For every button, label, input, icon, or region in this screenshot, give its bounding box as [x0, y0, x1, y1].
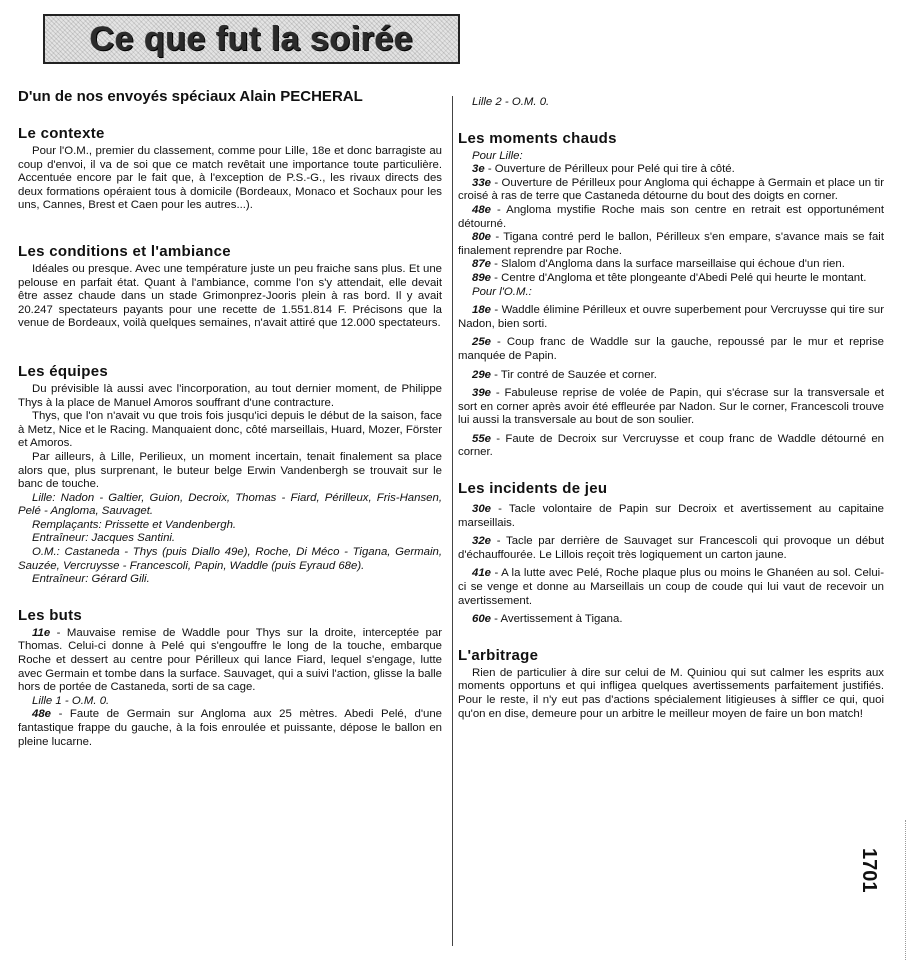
left-column	[18, 82, 442, 749]
incident-text: - A la lutte avec Pelé, Roche plaque plus ou moins le Ghanéen au sol. Celui-ci se venge et donne au Marseillais un coup de coude qui lui vaut de recevoir un avertissement.	[458, 567, 884, 607]
incident-item	[458, 535, 884, 562]
byline: D'un de nos envoyés spéciaux Alain PECHERAL	[18, 88, 363, 105]
paragraph-contexte: Pour l'O.M., premier du classement, comme pour Lille, 18e et donc barragiste au coup d'envoi, il va de soi que ce match revêtait une importance toute particulière. Accentuée encore par le fait que, à l'exception de P.S.-G., les rivaux directs des deux formations opéraient tous à domicile (Bordeaux, Monaco et Sochaux pour les uns, Cannes, Brest et Caen pour les autres...).	[18, 145, 442, 212]
moment-om-item	[458, 336, 884, 363]
section-heading-moments: Les moments chauds	[458, 129, 617, 147]
goal-2	[18, 708, 442, 749]
title-banner	[43, 14, 460, 64]
moment-lille-minute: 48e	[472, 203, 492, 216]
paragraph-conditions: Idéales ou presque. Avec une température juste un peu fraiche sans plus. Et une pelouse en parfait état. Quant à l'ambiance, comme l'on s'y attendait, elle devait être assez chaude dans un stade Grimonprez-Jooris plein à ras bord. Il y avait 20.247 spectateurs payants pour une recette de 1.551.814 F. Précisons que la venue de Bordeaux, voilà quelques semaines, n'avait attiré que 12.000 spectateurs.	[18, 262, 442, 330]
incidents-list	[458, 503, 884, 627]
moment-lille-item	[458, 258, 884, 272]
score-1: Lille 1 - O.M. 0.	[32, 694, 110, 707]
incident-text: - Tacle volontaire de Papin sur Decroix et avertissement au capitaine marseillais.	[458, 503, 884, 529]
moments-lille-list	[458, 163, 884, 285]
moment-om-text: - Faute de Decroix sur Vercruysse et coup franc de Waddle détourné en corner.	[458, 432, 884, 459]
moment-lille-text: - Ouverture de Périlleux pour Angloma qui échappe à Germain et place un tir croisé à ras de terre que Castaneda détourne du bout des doigts en corner.	[458, 176, 884, 203]
moment-om-text: - Fabuleuse reprise de volée de Papin, qui s'écrase sur la transversale et sort en corner après avoir été effleurée par Nadon. Sur le corner, Francescoli trouve lui aussi la transversale au bout de son soulier.	[458, 387, 884, 427]
moment-lille-minute: 80e	[472, 231, 492, 244]
moments-lille-label: Pour Lille:	[472, 149, 523, 162]
paragraph-arbitrage: Rien de particulier à dire sur celui de M. Quiniou qui sut calmer les esprits aux moments opportuns et qui infligea quelques avertissements parfaitement justifiés. Pour le reste, il n'y eut pas d'actions spécialement litigieuses à siffler ce qui, quoi qu'on en dise, demeure pour un arbitre le meilleur moyen de faire un bon match!	[458, 666, 884, 720]
moment-lille-text: - Tigana contré perd le ballon, Périlleux s'en empare, s'avance mais se fait finalement reprendre par Roche.	[458, 231, 884, 257]
incident-minute: 30e	[472, 503, 492, 516]
moment-om-minute: 18e	[472, 304, 492, 317]
incident-text: - Avertissement à Tigana.	[491, 613, 623, 626]
lineup-om: O.M.: Castaneda - Thys (puis Diallo 49e), Roche, Di Méco - Tigana, Germain, Sauzée, Vercruysse - Francescoli, Papin, Waddle (puis Eyraud 68e).	[18, 546, 442, 572]
moment-om-text: - Coup franc de Waddle sur la gauche, repoussé par le mur et reprise manquée de Papin.	[458, 336, 884, 362]
incident-minute: 60e	[472, 613, 492, 626]
moment-lille-text: - Slalom d'Angloma dans la surface marseillaise qui échoue d'un rien.	[491, 258, 845, 271]
moment-lille-minute: 87e	[472, 258, 492, 271]
page-number: 1701	[858, 848, 880, 893]
moment-lille-item	[458, 177, 884, 204]
section-heading-buts: Les buts	[18, 606, 83, 624]
goal-1-text: - Mauvaise remise de Waddle pour Thys sur la droite, interceptée par Thomas. Celui-ci donne à Pelé qui s'engouffre le long de la touche, embarque Roche et dessert au centre pour Périlleux qui lance Fiard, lequel s'engage, lutte avec Germain et tombe dans la surface. Sauvaget, qui a suivi l'action, glisse la balle hors de portée de Castaneda, sorti de sa cage.	[18, 626, 442, 694]
incident-minute: 41e	[472, 567, 492, 580]
column-divider	[452, 96, 453, 946]
section-heading-conditions: Les conditions et l'ambiance	[18, 242, 231, 260]
moments-om-list	[458, 304, 884, 460]
goal-1	[18, 627, 442, 695]
moment-lille-text: - Angloma mystifie Roche mais son centre en retrait est opportunément détourné.	[458, 203, 884, 230]
margin-dots	[905, 820, 907, 960]
coach-lille: Entraîneur: Jacques Santini.	[32, 532, 176, 545]
paragraph-equipes-1: Du prévisible là aussi avec l'incorporation, au tout dernier moment, de Philippe Thys à la place de Manuel Amoros souffrant d'une contracture.	[18, 382, 442, 409]
goal-2-text: - Faute de Germain sur Angloma aux 25 mètres. Abedi Pelé, d'une fantastique frappe du gauche, à la fois enroulée et puissante, dépose le ballon en pleine lucarne.	[18, 708, 442, 748]
paragraph-equipes-2: Thys, que l'on n'avait vu que trois fois jusqu'ici depuis le début de la saison, face à Metz, Nice et le Racing. Manquaient donc, côté marseillais, Huard, Mozer, Förster et Amoros.	[18, 410, 442, 450]
moment-om-text: - Waddle élimine Périlleux et ouvre superbement pour Vercruysse qui tire sur Nadon, bien sorti.	[458, 304, 884, 330]
moment-lille-minute: 33e	[472, 176, 492, 189]
page-title: Ce que fut la soirée	[89, 19, 414, 58]
moment-lille-text: - Ouverture de Périlleux pour Pelé qui tire à côté.	[484, 163, 735, 176]
moment-om-minute: 55e	[472, 432, 492, 445]
substitutes-lille: Remplaçants: Prissette et Vandenbergh.	[32, 518, 237, 531]
moment-om-item	[458, 387, 884, 428]
incident-item	[458, 567, 884, 608]
section-heading-arbitrage: L'arbitrage	[458, 646, 539, 664]
coach-om: Entraîneur: Gérard Gili.	[32, 573, 150, 586]
moment-om-item	[458, 304, 884, 331]
moment-lille-item	[458, 231, 884, 258]
moment-lille-minute: 89e	[472, 271, 492, 284]
moment-lille-item	[458, 204, 884, 231]
moment-lille-text: - Centre d'Angloma et tête plongeante d'Abedi Pelé qui heurte le montant.	[491, 271, 867, 284]
incident-item	[458, 613, 884, 627]
score-2: Lille 2 - O.M. 0.	[472, 96, 550, 108]
moment-lille-item	[458, 163, 884, 177]
incident-minute: 32e	[472, 535, 492, 548]
moment-om-item	[458, 433, 884, 460]
right-column	[458, 96, 884, 721]
moment-om-minute: 39e	[472, 387, 492, 400]
moment-om-minute: 29e	[472, 368, 492, 381]
moment-om-minute: 25e	[472, 336, 492, 349]
goal-2-minute: 48e	[32, 708, 52, 721]
goal-1-minute: 11e	[32, 626, 51, 639]
moment-lille-item	[458, 272, 884, 286]
section-heading-incidents: Les incidents de jeu	[458, 480, 608, 498]
moments-om-label: Pour l'O.M.:	[472, 285, 532, 298]
incident-text: - Tacle par derrière de Sauvaget sur Francescoli qui provoque un début d'échauffourée. Le Lillois reçoit très logiquement un carton jaune.	[458, 535, 884, 561]
moment-om-item	[458, 369, 884, 383]
section-heading-equipes: Les équipes	[18, 362, 108, 380]
incident-item	[458, 503, 884, 530]
lineup-lille: Lille: Nadon - Galtier, Guion, Decroix, Thomas - Fiard, Périlleux, Fris-Hansen, Pelé - Angloma, Sauvaget.	[18, 491, 442, 518]
section-heading-contexte: Le contexte	[18, 125, 105, 142]
paragraph-equipes-3: Par ailleurs, à Lille, Perilieux, un moment incertain, tenait finalement sa place alors que, plus surprenant, le buteur belge Erwin Vandenbergh se trouvait sur le banc de touche.	[18, 450, 442, 491]
moment-om-text: - Tir contré de Sauzée et corner.	[491, 368, 657, 381]
moment-lille-minute: 3e	[472, 163, 485, 176]
